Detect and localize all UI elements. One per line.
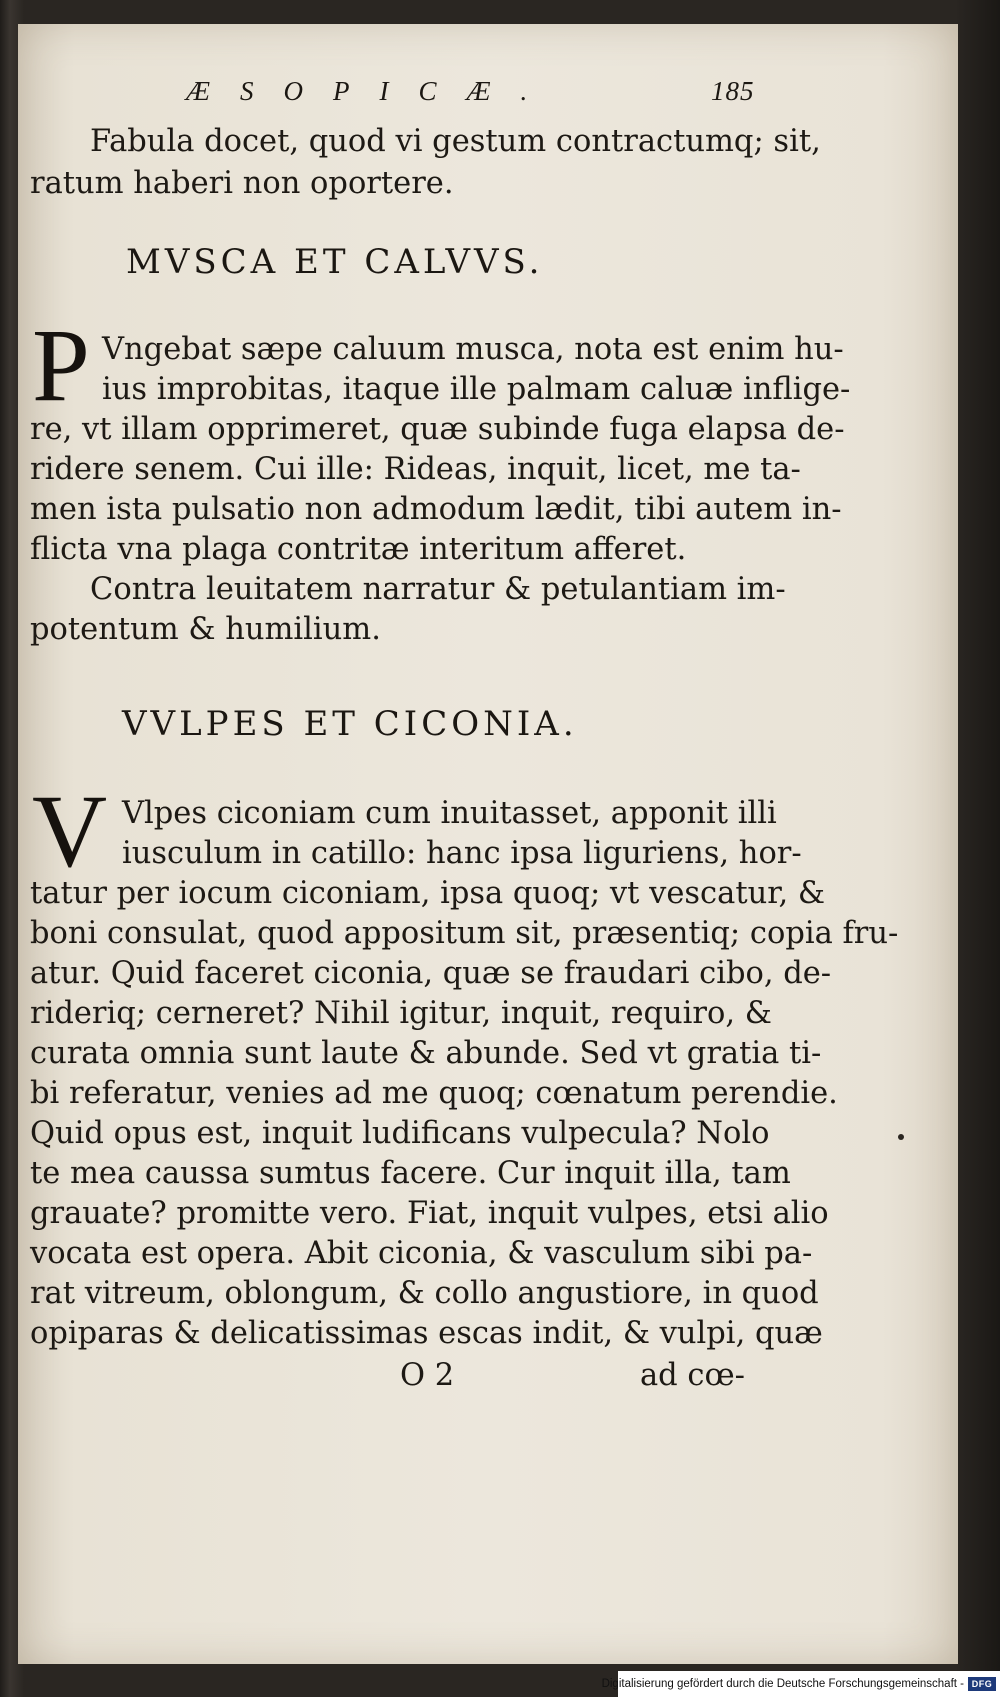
fable2-line: vocata est opera. Abit ciconia, & vasculum sibi pa- [30, 1236, 813, 1271]
fable1-moral-line: Contra leuitatem narratur & petulantiam im- [90, 572, 786, 607]
signature-mark: O 2 [400, 1358, 455, 1393]
fable2-line: iusculum in catillo: hanc ipsa liguriens, hor- [122, 836, 802, 871]
running-head-title: ÆSOPICÆ. [186, 76, 558, 106]
fable2-line: atur. Quid faceret ciconia, quæ se fraudari cibo, de- [30, 956, 832, 991]
page-number: 185 [711, 76, 755, 106]
book-page [18, 24, 958, 1664]
fable2-line: grauate? promitte vero. Fiat, inquit vulpes, etsi alio [30, 1196, 829, 1231]
ink-speck [898, 1134, 904, 1140]
fable1-line: re, vt illam opprimeret, quæ subinde fuga elapsa de- [30, 412, 845, 447]
fable-title-vulpes: VVLPES ET CICONIA. [122, 704, 578, 744]
fable1-line: flicta vna plaga contritæ interitum afferet. [30, 532, 687, 567]
fable1-line: men ista pulsatio non admodum lædit, tibi autem in- [30, 492, 842, 527]
fable2-line: Quid opus est, inquit ludificans vulpecula? Nolo [30, 1116, 770, 1151]
catchword: ad cœ- [640, 1358, 745, 1393]
footer-credit: Digitalisierung gefördert durch die Deutsche Forschungsgemeinschaft - [601, 1678, 964, 1690]
fable2-line: te mea caussa sumtus facere. Cur inquit illa, tam [30, 1156, 791, 1191]
fable2-line: bi referatur, venies ad me quoq; cœnatum perendie. [30, 1076, 838, 1111]
fable1-line: Vngebat sæpe caluum musca, nota est enim hu- [102, 332, 844, 367]
fable2-line: rideriq; cerneret? Nihil igitur, inquit, requiro, & [30, 996, 772, 1031]
intro-line: Fabula docet, quod vi gestum contractumq; sit, [90, 124, 821, 159]
dropcap-p: P [32, 308, 90, 423]
fable2-line: tatur per iocum ciconiam, ipsa quoq; vt vescatur, & [30, 876, 825, 911]
fable1-moral-line: potentum & humilium. [30, 612, 381, 647]
intro-line: ratum haberi non oportere. [30, 166, 454, 201]
fable2-line: curata omnia sunt laute & abunde. Sed vt gratia ti- [30, 1036, 822, 1071]
fable1-line: ridere senem. Cui ille: Rideas, inquit, licet, me ta- [30, 452, 801, 487]
dfg-logo: DFG [968, 1677, 996, 1691]
fable2-line: Vlpes ciconiam cum inuitasset, apponit illi [122, 796, 777, 831]
digitization-footer [601, 1671, 1000, 1697]
fable-title-musca: MVSCA ET CALVVS. [126, 242, 544, 282]
fable2-line: rat vitreum, oblongum, & collo angustiore, in quod [30, 1276, 819, 1311]
dropcap-v: V [32, 774, 108, 889]
fable2-line: opiparas & delicatissimas escas indit, & vulpi, quæ [30, 1316, 823, 1351]
running-head [186, 76, 766, 116]
fable2-line: boni consulat, quod appositum sit, præsentiq; copia fru- [30, 916, 899, 951]
fable1-line: ius improbitas, itaque ille palmam caluæ inflige- [102, 372, 851, 407]
